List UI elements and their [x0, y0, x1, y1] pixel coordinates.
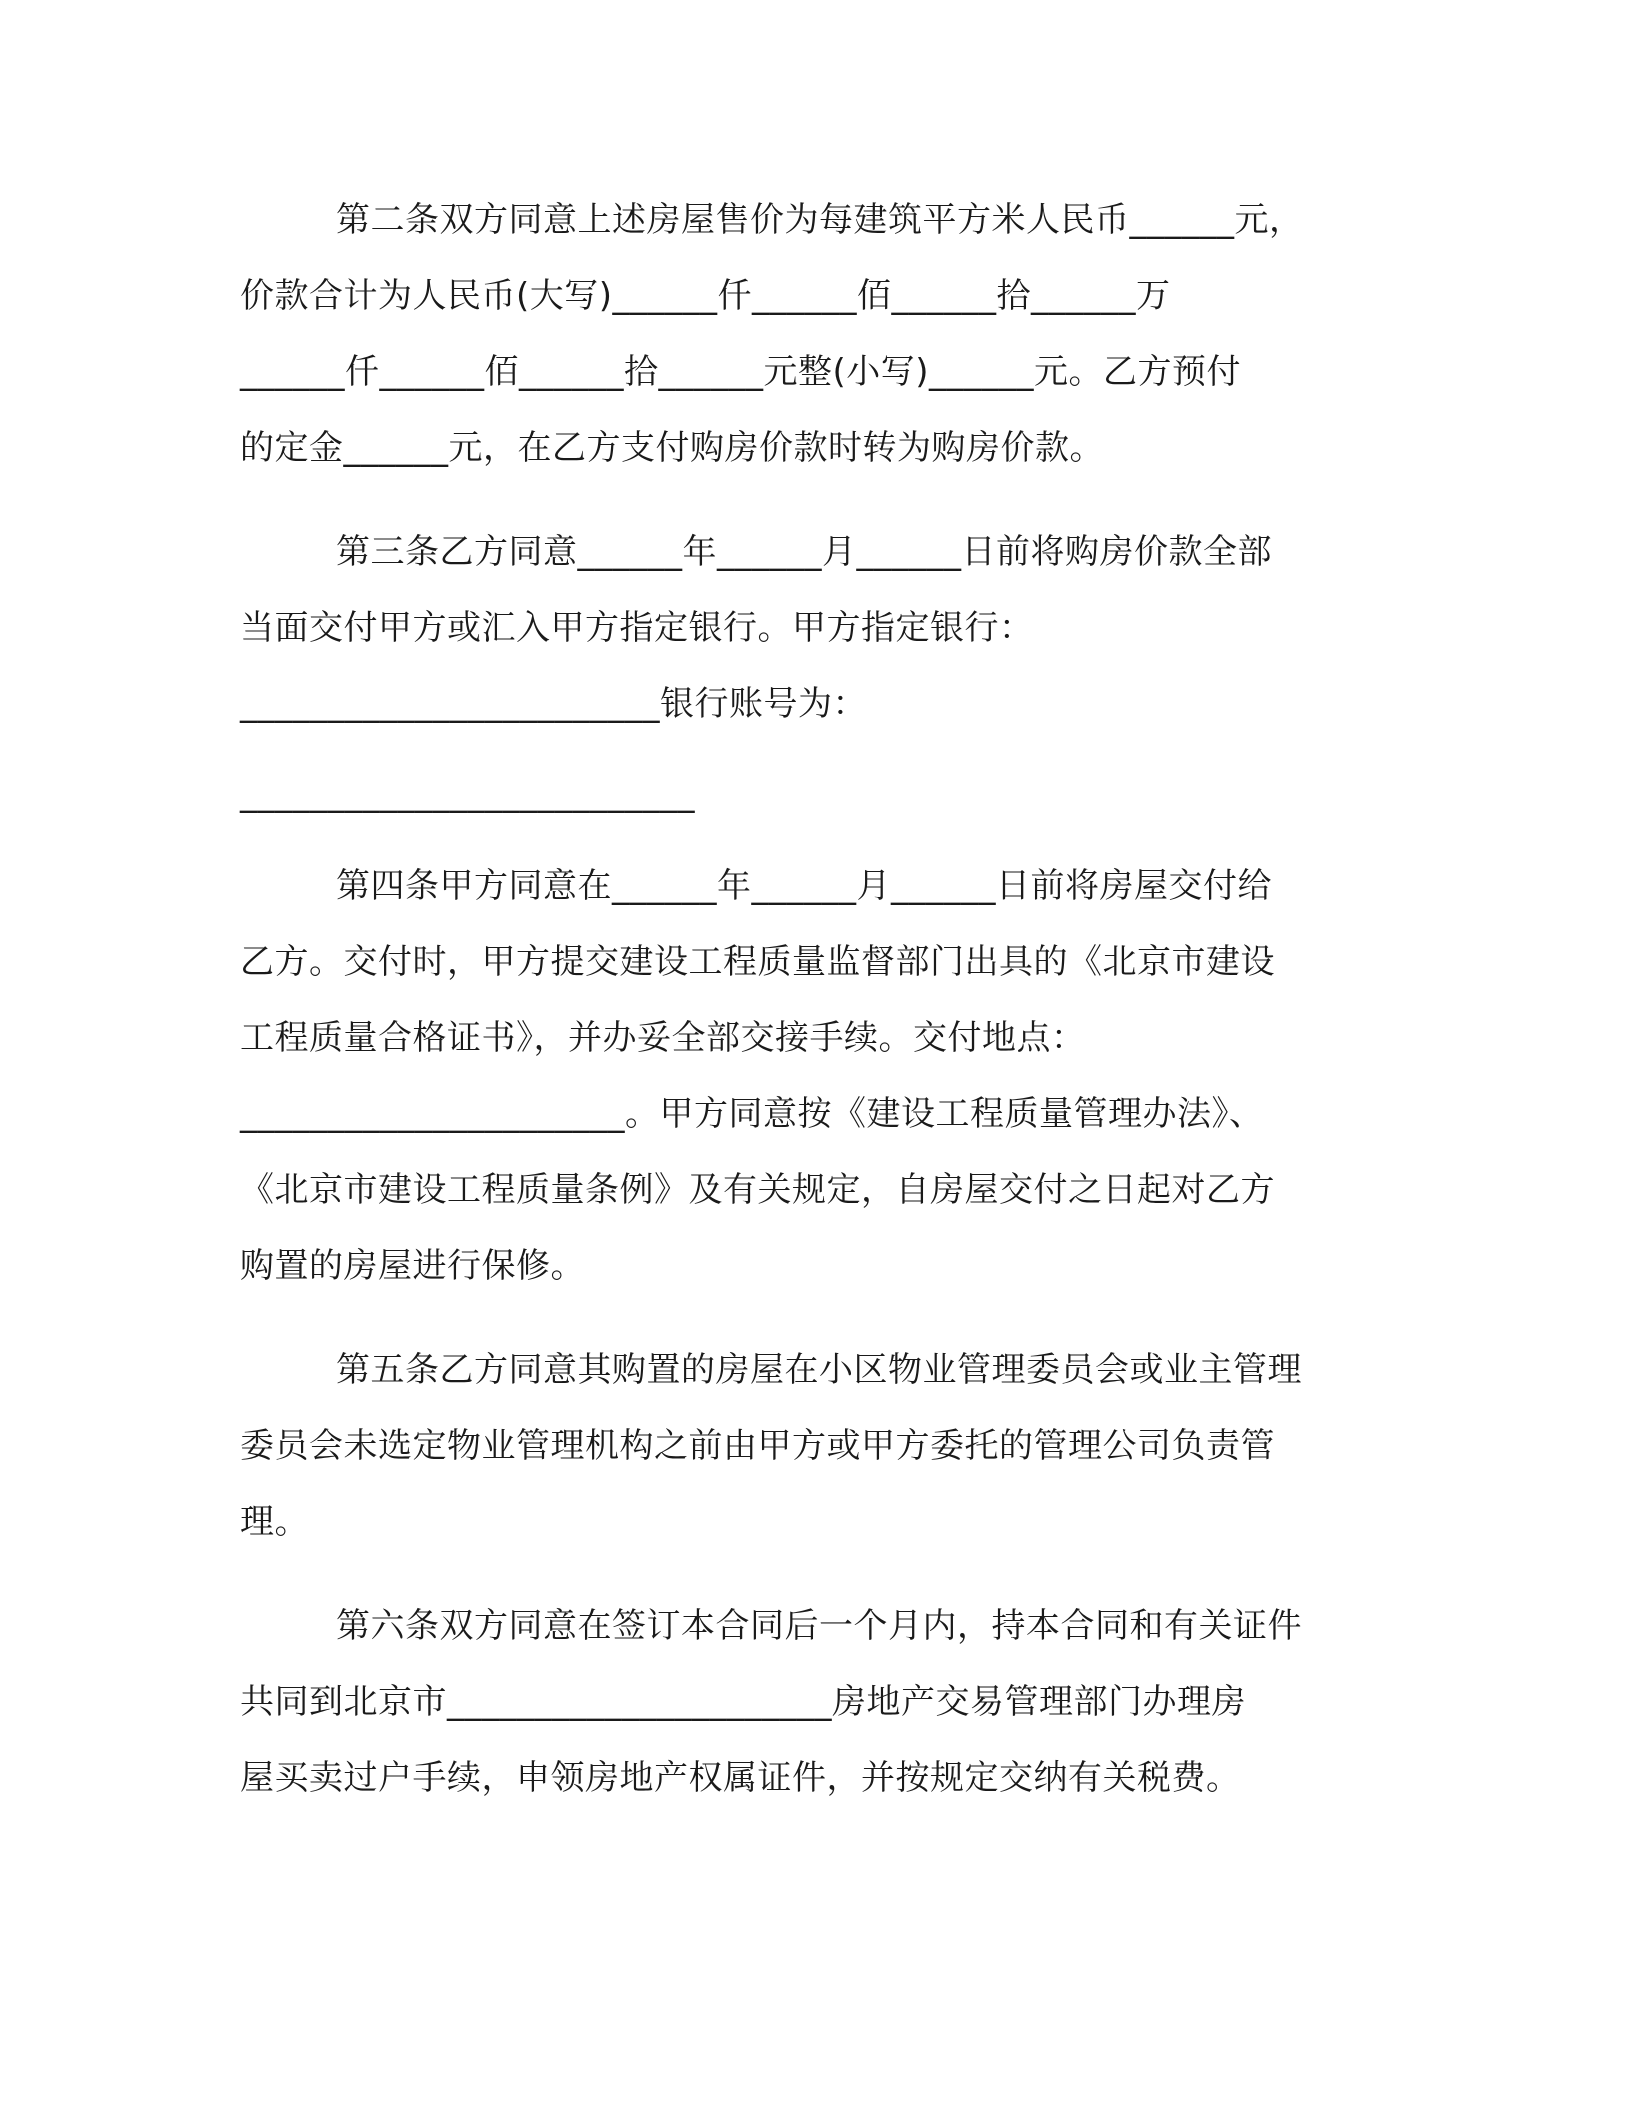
article-6-line-3: 屋买卖过户手续，申领房地产权属证件，并按规定交纳有关税费。: [240, 1758, 1241, 1798]
article-5-line-2: 委员会未选定物业管理机构之前由甲方或甲方委托的管理公司负责管: [240, 1426, 1275, 1466]
article-2-line-3: ______仟______佰______拾______元整(小写)______元。乙方预付: [240, 352, 1242, 392]
article-5-line-3: 理。: [240, 1502, 309, 1542]
article-2-line-2: 价款合计为人民币(大写)______仟______佰______拾______万: [240, 276, 1171, 316]
article-2-line-4: 的定金______元，在乙方支付购房价款时转为购房价款。: [240, 428, 1104, 468]
article-4-line-5: 《北京市建设工程质量条例》及有关规定，自房屋交付之日起对乙方: [240, 1170, 1275, 1210]
article-4-line-1: 第四条甲方同意在______年______月______日前将房屋交付给: [336, 866, 1272, 906]
article-4-line-2: 乙方。交付时，甲方提交建设工程质量监督部门出具的《北京市建设: [240, 942, 1275, 982]
article-6-line-2: 共同到北京市______________________房地产交易管理部门办理房: [240, 1682, 1246, 1722]
article-2-line-1: 第二条双方同意上述房屋售价为每建筑平方米人民币______元，: [336, 200, 1304, 240]
article-6-line-1: 第六条双方同意在签订本合同后一个月内，持本合同和有关证件: [336, 1606, 1302, 1646]
article-3-line-3: ________________________银行账号为：: [240, 684, 867, 724]
article-3-line-1: 第三条乙方同意______年______月______日前将购房价款全部: [336, 532, 1272, 572]
article-5-line-1: 第五条乙方同意其购置的房屋在小区物业管理委员会或业主管理: [336, 1350, 1302, 1390]
article-4-line-3: 工程质量合格证书》，并办妥全部交接手续。交付地点：: [240, 1018, 1086, 1058]
article-3-line-2: 当面交付甲方或汇入甲方指定银行。甲方指定银行：: [240, 608, 1034, 648]
article-3-line-4: __________________________: [240, 774, 695, 814]
article-4-line-4: ______________________。甲方同意按《建设工程质量管理办法》、: [240, 1094, 1264, 1134]
article-4-line-6: 购置的房屋进行保修。: [240, 1246, 585, 1286]
